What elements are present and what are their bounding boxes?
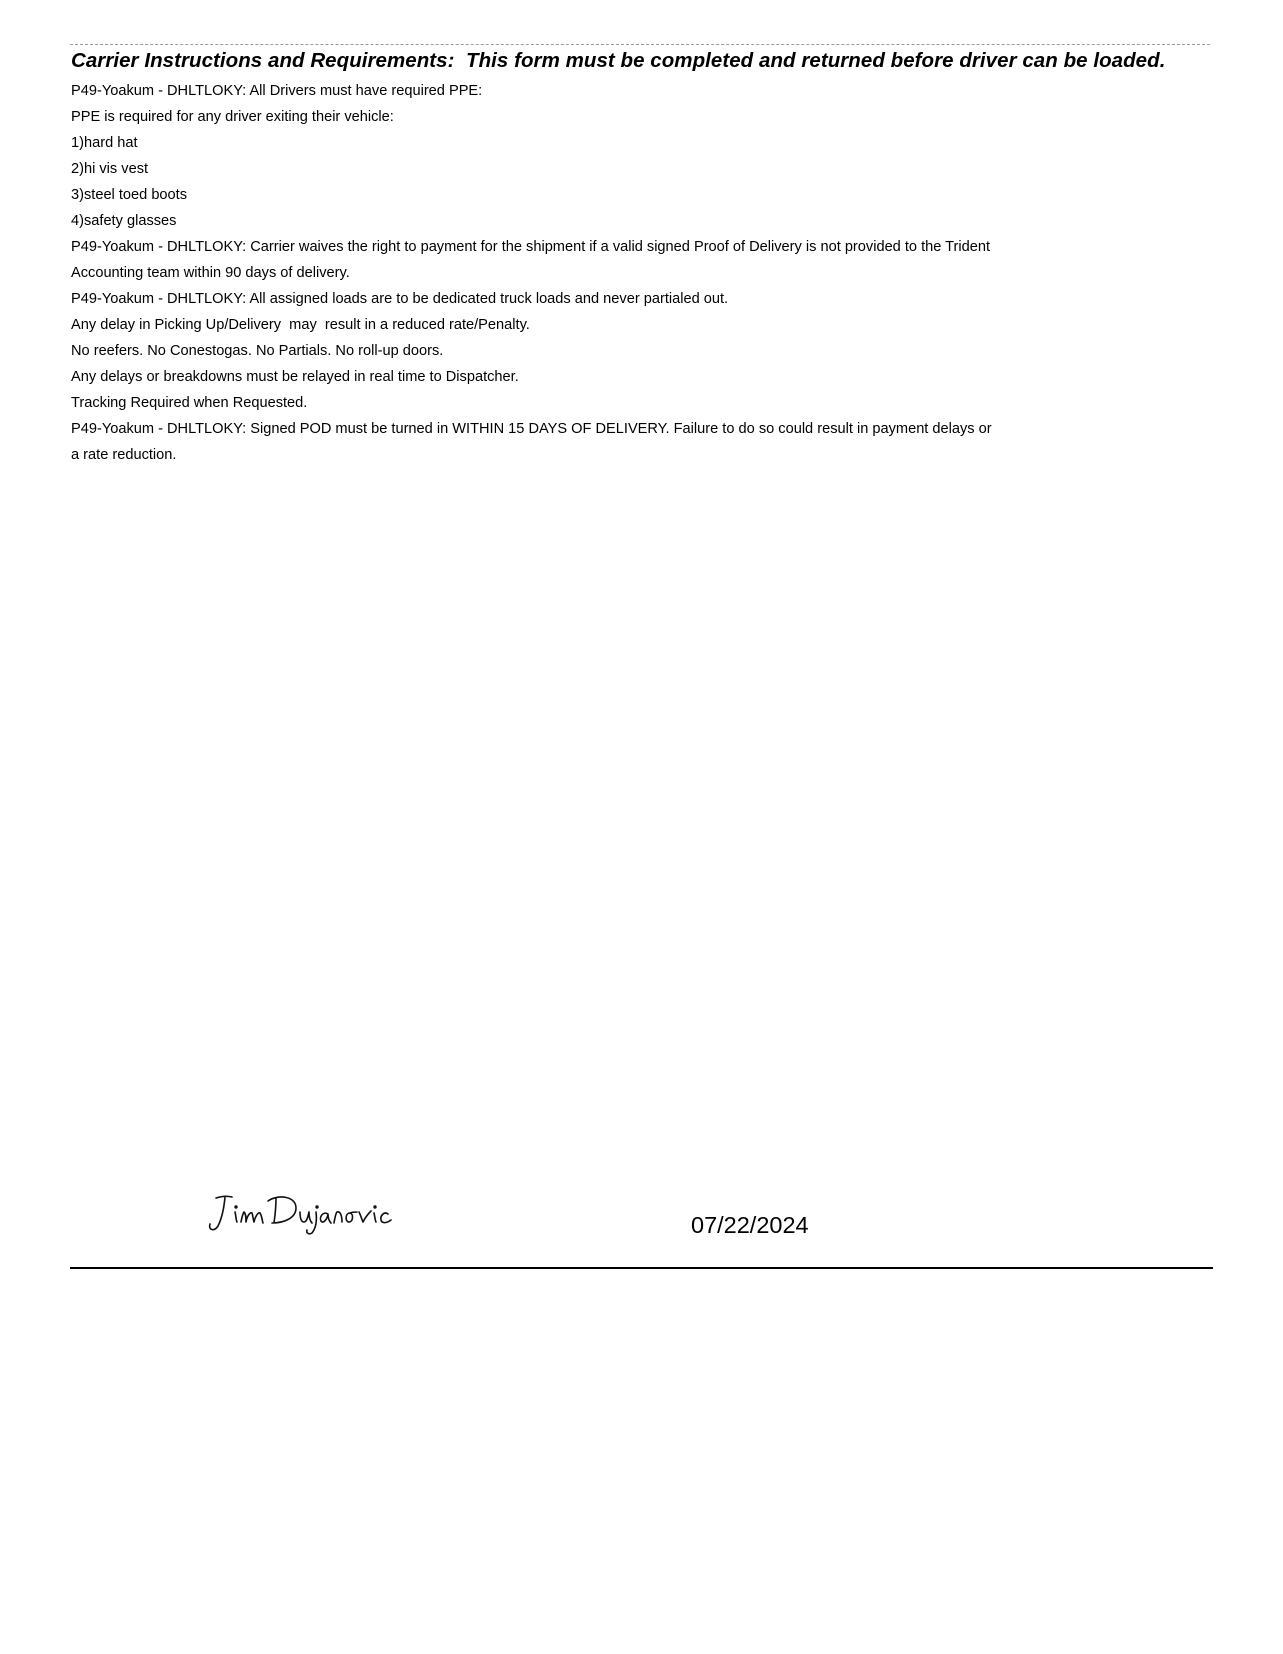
instruction-line: Tracking Required when Requested.: [71, 395, 308, 411]
instruction-line: 4)safety glasses: [71, 213, 177, 229]
instruction-line: 3)steel toed boots: [71, 187, 188, 203]
instruction-line: PPE is required for any driver exiting their vehicle:: [71, 109, 394, 125]
instruction-line: P49-Yoakum - DHLTLOKY: Signed POD must be turned in WITHIN 15 DAYS OF DELIVERY. Failure to do so could result in payment delays or: [71, 421, 992, 437]
form-heading: Carrier Instructions and Requirements: This form must be completed and returned before driver can be loaded.: [71, 49, 1166, 72]
instruction-line: Any delay in Picking Up/Delivery may result in a reduced rate/Penalty.: [71, 317, 530, 333]
instruction-line: P49-Yoakum - DHLTLOKY: All assigned loads are to be dedicated truck loads and never partialed out.: [71, 291, 729, 307]
handwritten-signature: [206, 1190, 416, 1236]
instruction-line: 2)hi vis vest: [71, 161, 149, 177]
instruction-line: Any delays or breakdowns must be relayed in real time to Dispatcher.: [71, 369, 519, 385]
instruction-line: a rate reduction.: [71, 447, 177, 463]
instruction-line: 1)hard hat: [71, 135, 138, 151]
signature-date: 07/22/2024: [691, 1212, 809, 1238]
instruction-line: Accounting team within 90 days of delivery.: [71, 265, 350, 281]
instruction-line: P49-Yoakum - DHLTLOKY: Carrier waives the right to payment for the shipment if a valid signed Proof of Delivery is not provided to the Trident: [71, 239, 991, 255]
top-divider: [70, 44, 1210, 45]
instructions-list: [71, 80, 992, 470]
signature-line: [70, 1267, 1213, 1269]
instruction-line: P49-Yoakum - DHLTLOKY: All Drivers must have required PPE:: [71, 83, 483, 99]
instruction-line: No reefers. No Conestogas. No Partials. No roll-up doors.: [71, 343, 444, 359]
